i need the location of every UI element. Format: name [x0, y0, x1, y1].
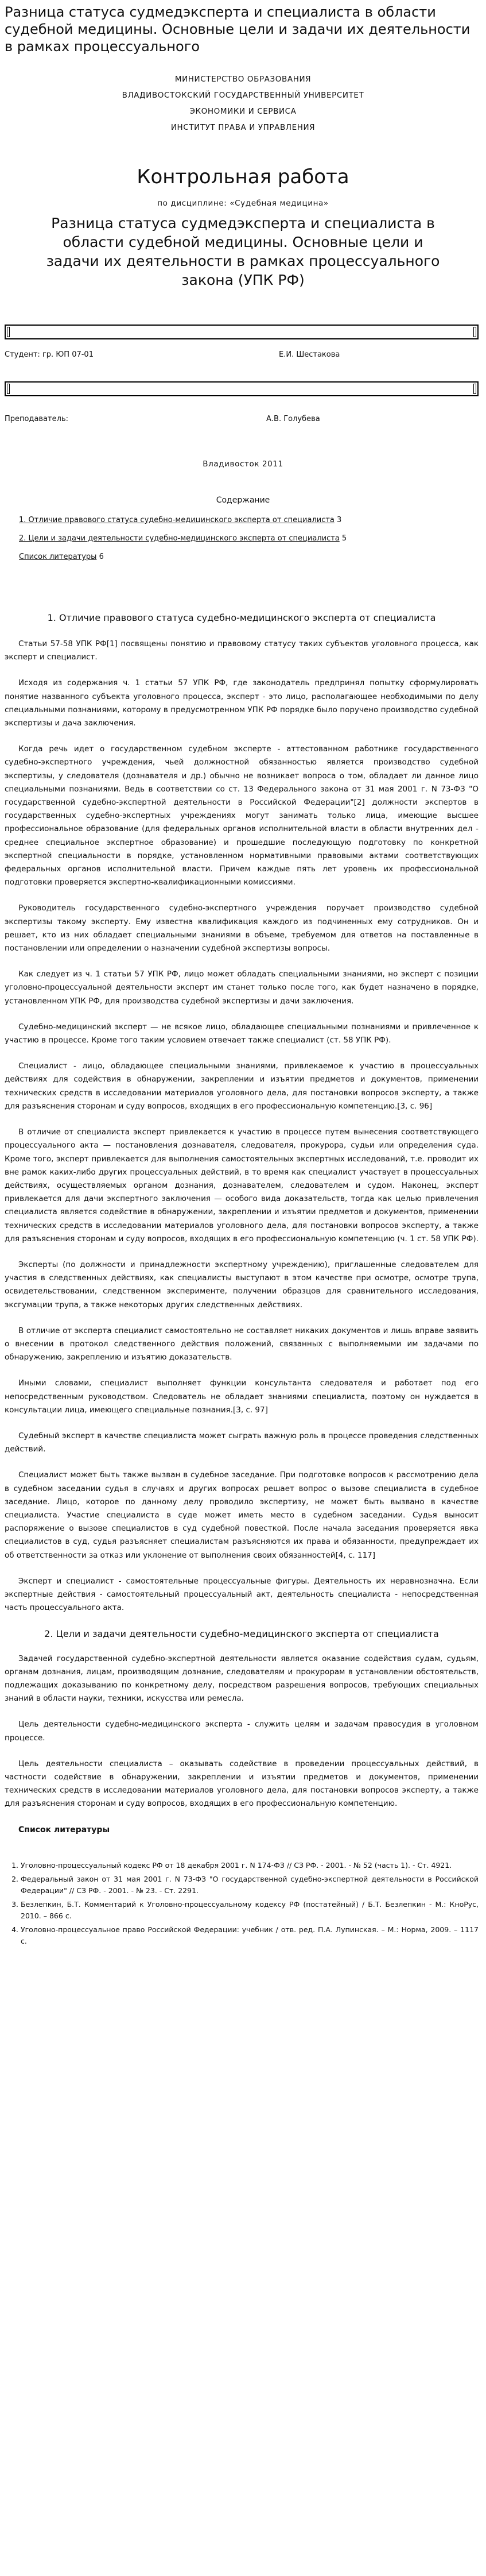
reference-item: 3. Безлепкин, Б.Т. Комментарий к Уголовно-процессуальному кодексу РФ (постатейный) / Б.Т. Безлепкин - М.: КноРус, 2010. – 866 с. [21, 1899, 479, 1922]
student-name: Е.И. Шестакова [279, 350, 340, 359]
teacher-table-box [5, 381, 479, 396]
references-title: Список литературы [18, 1825, 110, 1835]
toc-link[interactable]: 1. Отличие правового статуса судебно-медицинского эксперта от специалиста [19, 516, 335, 524]
teacher-name: А.В. Голубева [266, 415, 320, 423]
paragraph: Когда речь идет о государственном судебном эксперте - аттестованном работнике государственного судебно-экспертного учреждения, чьей должностной обязанностью является производство судебной экспертизы, у следователя (дознавателя и др.) обычно не возникает вопроса о том, обладает ли данное лицо специальными познаниями. Ведь в соответствии со ст. 13 Федерального закона от 31 мая 2001 г. N 73-ФЗ "О государственной судебно-экспертной деятельности в Российской Федерации"[2] должности экспертов в государственных судебно-экспертных учреждениях могут занимать только лица, имеющие высшее профессиональное образование (для федеральных органов исполнительной власти в области внутренних дел - среднее специальное экспертное образование) и прошедшие последующую подготовку по конкретной экспертной специальности в порядке, установленном нормативными правовыми актами соответствующих федеральных органов исполнительной власти. Причем каждые пять лет уровень их профессиональной подготовки проверяется экспертно-квалификационными комиссиями. [5, 744, 479, 887]
references-list [5, 1860, 479, 1947]
toc-item[interactable] [19, 553, 104, 561]
cover-topic: Разница статуса судмедэксперта и специалиста в области судебной медицины. Основные цели и задачи их деятельности в рамках процессуального закона (УПК РФ) [46, 215, 440, 288]
toc-link[interactable]: Список литературы [19, 553, 97, 561]
paragraph: В отличие от эксперта специалист самостоятельно не составляет никаких документов и лишь вправе заявить о внесении в протокол следственного действия положений, связанных с выполняемыми им задачами по обнаружению, закреплению и изъятию доказательств. [5, 1326, 479, 1362]
reference-item: 4. Уголовно-процессуальное право Российской Федерации: учебник / отв. ред. П.А. Лупинская. – М.: Норма, 2009. – 1117 с. [21, 1924, 479, 1947]
school-label: ЭКОНОМИКИ И СЕРВИСА [189, 107, 297, 116]
toc-item[interactable] [19, 534, 347, 543]
paragraph: Иными словами, специалист выполняет функции консультанта следователя и работает под его непосредственным руководством. Следователь не обладает знаниями специалиста, поэтому он нуждается в консультации лица, имеющего специальные познания.[3, с. 97] [5, 1378, 479, 1415]
paragraph: Цель деятельности специалиста – оказывать содействие в проведении процессуальных действий, в частности содействие в обнаружении, закреплении и изъятии предметов и документов, применении технических средств в исследовании материалов уголовного дела, для постановки вопросов эксперту, а также для разъяснения сторонам и суду вопросов, входящих в его профессиональную компетенцию. [5, 1759, 479, 1809]
toc-link[interactable]: 2. Цели и задачи деятельности судебно-медицинского эксперта от специалиста [19, 534, 340, 543]
section-1-body [5, 638, 479, 1949]
document-title: Разница статуса судмедэксперта и специалиста в области судебной медицины. Основные цели и задачи их деятельности в рамках процессуального [5, 4, 471, 55]
toc-page: 3 [337, 516, 342, 524]
paragraph: Исходя из содержания ч. 1 статьи 57 УПК РФ, где законодатель предпринял попытку сформулировать понятие названного субъекта уголовного процесса, эксперт - это лицо, располагающее необходимыми по делу специальными познаниями, которому в предусмотренном УПК РФ порядке было поручено производство судебной экспертизы и дача заключения. [5, 678, 479, 728]
institute-label: ИНСТИТУТ ПРАВА И УПРАВЛЕНИЯ [170, 123, 316, 132]
reference-item: 2. Федеральный закон от 31 мая 2001 г. N 73-ФЗ "О государственной судебно-экспертной деятельности в Российской Федерации" // СЗ РФ. - 2001. - № 23. - Ст. 2291. [21, 1874, 479, 1897]
paragraph: Специалист может быть также вызван в судебное заседание. При подготовке вопросов к рассмотрению дела в судебном заседании судья в случаях и других вопросах решает вопрос о вызове специалиста в судебное заседание. Лицо, которое по данному делу проводило экспертизу, не может быть вызвано в качестве специалиста. Участие специалиста в суде может иметь место в судебном заседании. Судья выносит распоряжение о вызове специалистов в суд судебной повесткой. После начала заседания проверяется явка специалистов в суд, судья разъясняет специалистам разъясняются их права и обязанности, предупреждает их об ответственности за отказ или уклонение от выполнения своих обязанностей[4, с. 117] [5, 1470, 479, 1560]
work-kind: Контрольная работа [137, 165, 349, 188]
teacher-label: Преподаватель: [5, 415, 68, 423]
section-2-heading: 2. Цели и задачи деятельности судебно-медицинского эксперта от специалиста [44, 1628, 439, 1640]
paragraph: Эксперты (по должности и принадлежности экспертному учреждению), приглашенные следователем для участия в следственных действиях, как специалисты выступают в этом качестве при осмотре, осмотре трупа, освидетельствовании, следственном эксперименте, получении образцов для сравнительного исследования, эксгумации трупа, а также некоторых других следственных действиях. [5, 1260, 479, 1310]
paragraph: В отличие от специалиста эксперт привлекается к участию в процессе путем вынесения соответствующего процессуального акта — постановления дознавателя, следователя, прокурора, судьи или определения суда. Кроме того, эксперт привлекается для выполнения самостоятельных экспертных исследований, т.е. проводит их вне рамок каких-либо других процессуальных действий, в то время как специалист участвует в процессуальных действиях, осуществляемых органом дознания, дознавателем, следователем и судом. Наконец, эксперт привлекается для дачи экспертного заключения — особого вида доказательств, тогда как целью привлечения специалиста является содействие в обнаружении, закреплении и изъятии предметов и документов, применении технических средств в исследовании материалов уголовного дела, для постановки вопросов эксперту, а также для разъяснения сторонам и суду вопросов, входящих в его профессиональную компетенцию (ч. 1 ст. 58 УПК РФ). [5, 1127, 479, 1243]
paragraph: Специалист - лицо, обладающее специальными знаниями, привлекаемое к участию в процессуальных действиях для содействия в обнаружении, закреплении и изъятии предметов и документов, применении технических средств в исследовании материалов уголовного дела, для постановки вопросов эксперту, а также для разъяснения сторонам и суду вопросов, входящих в его профессиональную компетенцию.[3, с. 96] [5, 1061, 479, 1111]
paragraph: Цель деятельности судебно-медицинского эксперта - служить целям и задачам правосудия в уголовном процессе. [5, 1720, 479, 1743]
paragraph: Эксперт и специалист - самостоятельные процессуальные фигуры. Деятельность их неравнозначна. Если экспертные действия - самостоятельный процессуальный акт, деятельность специалиста - непосредственная часть процессуального акта. [5, 1576, 479, 1613]
toc-page: 6 [99, 553, 104, 561]
reference-item: 1. Уголовно-процессуальный кодекс РФ от 18 декабря 2001 г. N 174-ФЗ // СЗ РФ. - 2001. - № 52 (часть 1). - Ст. 4921. [21, 1860, 479, 1871]
student-table-box [5, 325, 479, 339]
city-year: Владивосток 2011 [203, 459, 283, 469]
paragraph: Руководитель государственного судебно-экспертного учреждения поручает производство судебной экспертизы такому эксперту. Ему известна квалификация каждого из подчиненных ему сотрудников. Он и решает, кто из них обладает специальными знаниями в объеме, требуемом для ответов на поставленные в постановлении или определении о назначении судебной экспертизы вопросы. [5, 903, 479, 953]
ministry-label: МИНИСТЕРСТВО ОБРАЗОВАНИЯ [174, 75, 312, 84]
paragraph: Задачей государственной судебно-экспертной деятельности является оказание содействия судам, судьям, органам дознания, лицам, производящим дознание, следователям и прокурорам в установлении обстоятельств, подлежащих доказыванию по конкретному делу, посредством разрешения вопросов, требующих специальных знаний в области науки, техники, искусства или ремесла. [5, 1654, 479, 1704]
toc-item[interactable] [19, 516, 341, 524]
toc-page: 5 [341, 534, 347, 543]
paragraph: Судебный эксперт в качестве специалиста может сыграть важную роль в процессе проведения следственных действий. [5, 1431, 479, 1454]
section-1-heading: 1. Отличие правового статуса судебно-медицинского эксперта от специалиста [47, 612, 436, 623]
student-label: Студент: гр. ЮП 07-01 [5, 350, 94, 359]
paragraph: Статьи 57-58 УПК РФ[1] посвящены понятию и правовому статусу таких субъектов уголовного процесса, как эксперт и специалист. [5, 639, 479, 662]
university-label: ВЛАДИВОСТОКСКИЙ ГОСУДАРСТВЕННЫЙ УНИВЕРСИТЕТ [122, 91, 364, 100]
paragraph: Судебно-медицинский эксперт — не всякое лицо, обладающее специальными познаниями и привлеченное к участию в процессе. Кроме того таким условием отвечает также специалист (ст. 58 УПК РФ). [5, 1022, 479, 1045]
discipline-label: по дисциплине: «Судебная медицина» [157, 199, 329, 208]
paragraph: Как следует из ч. 1 статьи 57 УПК РФ, лицо может обладать специальными знаниями, но эксперт с позиции уголовно-процессуальной деятельности эксперт им станет только после того, как будет назначено в порядке, установленном УПК РФ, для производства судебной экспертизы и дачи заключения. [5, 970, 479, 1006]
toc-title: Содержание [216, 496, 270, 505]
